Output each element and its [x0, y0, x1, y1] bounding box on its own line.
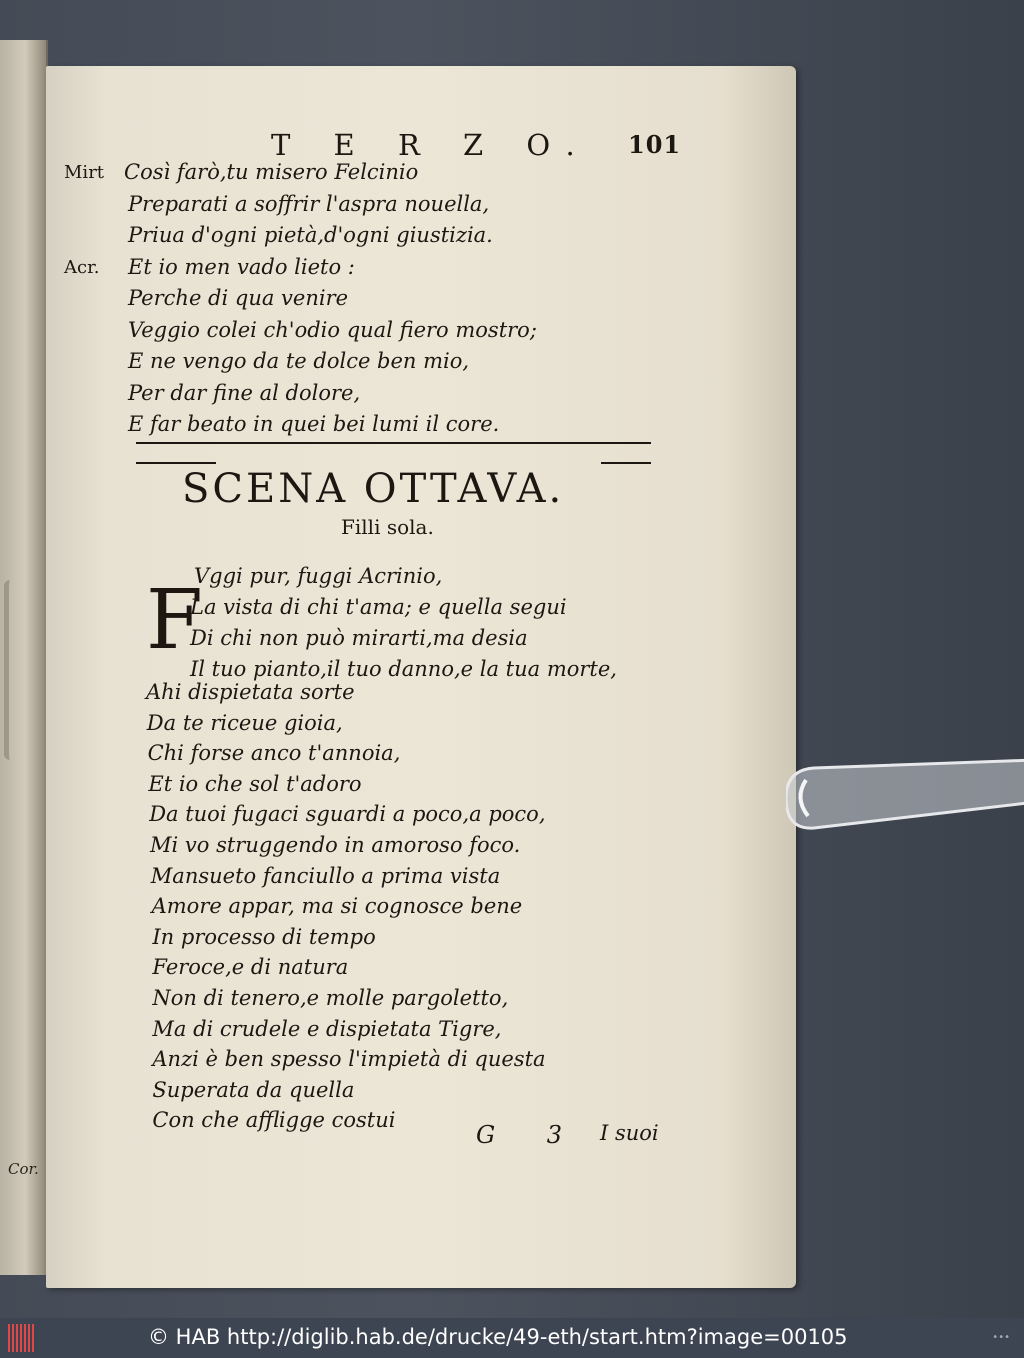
scene-title: SCENA OTTAVA.: [182, 466, 565, 512]
verse-line: Mi vo struggendo in amoroso foco.: [150, 833, 521, 857]
speaker-label: Acr.: [64, 256, 100, 278]
drop-cap-line: La vista di chi t'ama; e quella segui: [190, 595, 567, 619]
facing-page-edge: [0, 40, 48, 1275]
verse-line: Ahi dispietata sorte: [146, 680, 355, 704]
dialogue-line: Così farò,tu misero Felcinio: [124, 160, 419, 184]
verse-line: Mansueto fanciullo a prima vista: [150, 863, 501, 888]
verse-line: Amore appar, ma si cognosce bene: [151, 894, 523, 919]
dialogue-line: E ne vengo da te dolce ben mio,: [128, 349, 470, 373]
verse-line: Ma di crudele e dispietata Tigre,: [152, 1016, 502, 1041]
running-head: T E R Z O.: [271, 128, 592, 162]
section-rule-left: [136, 462, 216, 464]
dialogue-line: Preparati a soffrir l'aspra nouella,: [128, 191, 490, 216]
verse-line: Con che affligge costui: [152, 1108, 396, 1133]
dialogue-line: Veggio colei ch'odio qual fiero mostro;: [128, 317, 537, 342]
facing-page-fragment: Cor.: [8, 1160, 39, 1178]
dialogue-line: Per dar fine al dolore,: [128, 380, 361, 405]
drop-cap-line: Il tuo pianto,il tuo danno,e la tua morte,: [190, 657, 617, 681]
signature-mark: G 3: [476, 1121, 585, 1149]
verse-line: Superata da quella: [152, 1077, 355, 1102]
page-number: 101: [628, 130, 682, 159]
footer-dots: •••: [992, 1332, 1010, 1343]
verse-line: Da tuoi fugaci sguardi a poco,a poco,: [149, 802, 546, 827]
facing-page-stain: [4, 580, 23, 760]
drop-cap-line: Vggi pur, fuggi Acrinio,: [194, 564, 443, 588]
verse-line: Et io che sol t'adoro: [148, 771, 362, 796]
section-rule-right: [601, 462, 651, 464]
book-page: [46, 66, 796, 1288]
dialogue-line: E far beato in quei bei lumi il core.: [128, 412, 500, 436]
verse-line: Anzi è ben spesso l'impietà di questa: [152, 1047, 546, 1072]
verse-line: Chi forse anco t'annoia,: [147, 741, 401, 766]
drop-cap: F: [146, 573, 203, 668]
verse-line: Non di tenero,e molle pargoletto,: [152, 986, 509, 1010]
hab-logo-icon: [8, 1324, 36, 1352]
verse-line: Da te riceue gioia,: [146, 710, 343, 735]
scene-subtitle: Filli sola.: [341, 515, 434, 539]
dialogue-line: Perche di qua venire: [128, 286, 349, 310]
page-clip: [786, 758, 1024, 848]
catchword: I suoi: [600, 1121, 659, 1145]
verse-line: Feroce,e di natura: [152, 955, 349, 980]
section-rule: [136, 442, 651, 444]
drop-cap-line: Di chi non può mirarti,ma desia: [190, 626, 528, 650]
dialogue-line: Et io men vado lieto :: [128, 254, 355, 279]
copyright-link[interactable]: © HAB http://diglib.hab.de/drucke/49-eth/start.htm?image=00105: [148, 1325, 848, 1349]
verse-line: In processo di tempo: [152, 924, 376, 949]
footer-bar: [0, 1318, 1024, 1358]
speaker-label: Mirt: [64, 162, 105, 183]
dialogue-line: Priua d'ogni pietà,d'ogni giustizia.: [128, 223, 493, 247]
